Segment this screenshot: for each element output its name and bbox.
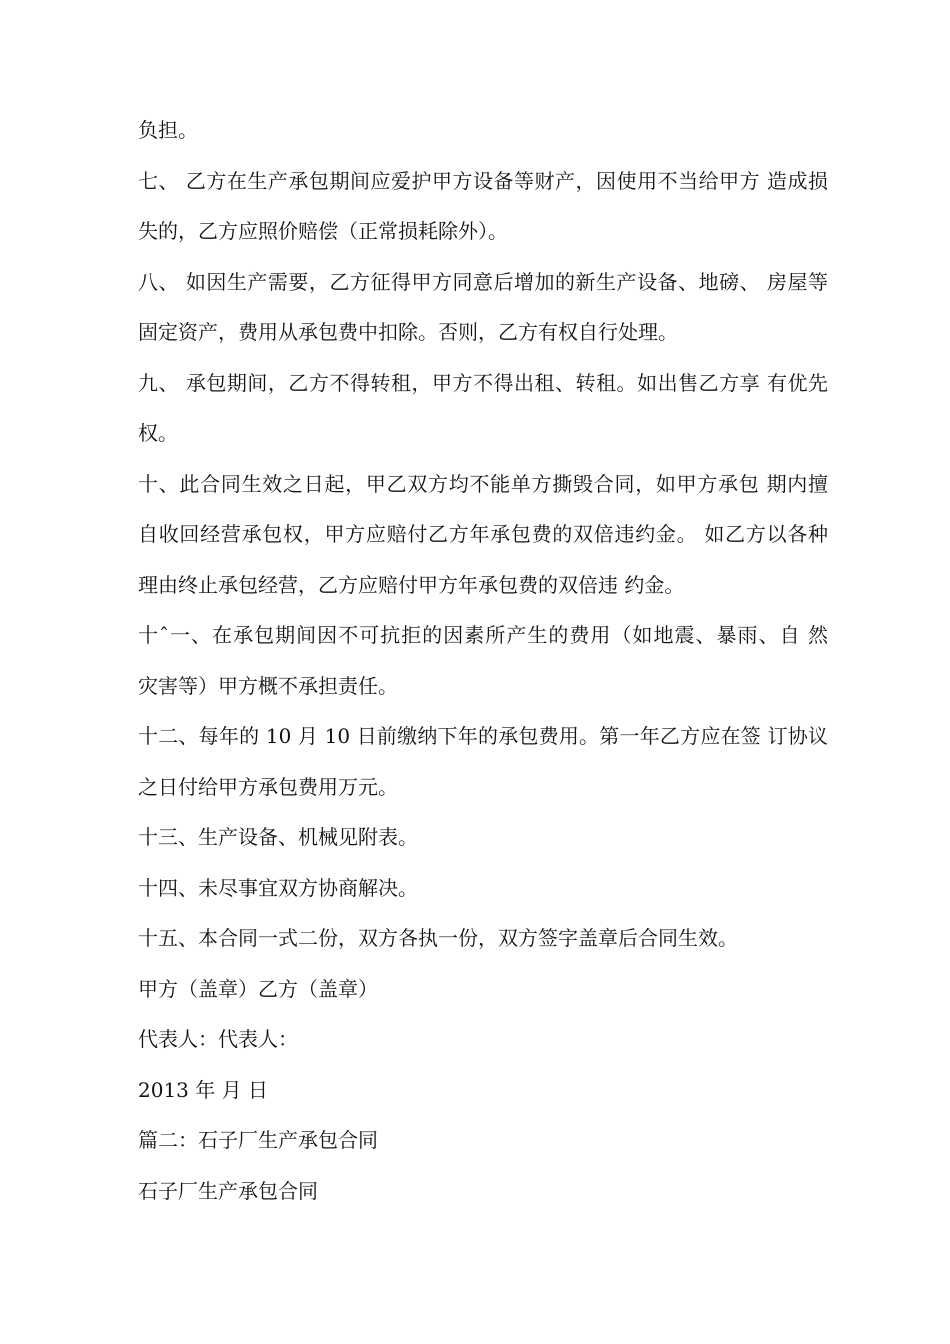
text-line: 十三、生产设备、机械见附表。 [138, 825, 418, 849]
text-line: 理由终止承包经营，乙方应赔付甲方年承包费的双倍违 约金。 [138, 572, 685, 597]
section-heading: 篇二：石子厂生产承包合同 [138, 1128, 378, 1152]
text-line: 自收回经营承包权，甲方应赔付乙方年承包费的双倍违约金。 如乙方以各种 [138, 522, 828, 546]
text-line: 灾害等）甲方概不承担责任。 [138, 673, 398, 698]
text-line: 失的，乙方应照价赔偿（正常损耗除外）。 [138, 219, 508, 243]
signature-date: 2013 年 月 日 [138, 1077, 268, 1102]
text-line: 十、此合同生效之日起，甲乙双方均不能单方撕毁合同，如甲方承包 期内擅 [138, 471, 828, 496]
text-line: 七、 乙方在生产承包期间应爱护甲方设备等财产，因使用不当给甲方 造成损 [138, 168, 828, 193]
document-body [138, 105, 828, 1216]
text-line: 十四、未尽事宜双方协商解决。 [138, 875, 418, 900]
text-line: 负担。 [138, 118, 198, 142]
signature-parties: 甲方（盖章）乙方（盖章） [138, 976, 378, 1001]
text-line: 十五、本合同一式二份，双方各执一份，双方签字盖章后合同生效。 [138, 926, 738, 950]
text-line: 九、 承包期间，乙方不得转租，甲方不得出租、转租。如出售乙方享 有优先 [138, 370, 828, 395]
text-line: 之日付给甲方承包费用万元。 [138, 774, 398, 799]
text-line: 八、 如因生产需要，乙方征得甲方同意后增加的新生产设备、地磅、 房屋等 [138, 269, 828, 294]
text-line: 权。 [138, 421, 178, 445]
contract-title: 石子厂生产承包合同 [138, 1178, 318, 1203]
text-line: 固定资产，费用从承包费中扣除。否则，乙方有权自行处理。 [138, 320, 678, 344]
signature-representatives: 代表人：代表人： [138, 1027, 298, 1051]
text-line: 十ˆ一、在承包期间因不可抗拒的因素所产生的费用（如地震、暴雨、自 然 [138, 623, 828, 647]
text-line: 十二、每年的 10 月 10 日前缴纳下年的承包费用。第一年乙方应在签 订协议 [138, 724, 828, 748]
